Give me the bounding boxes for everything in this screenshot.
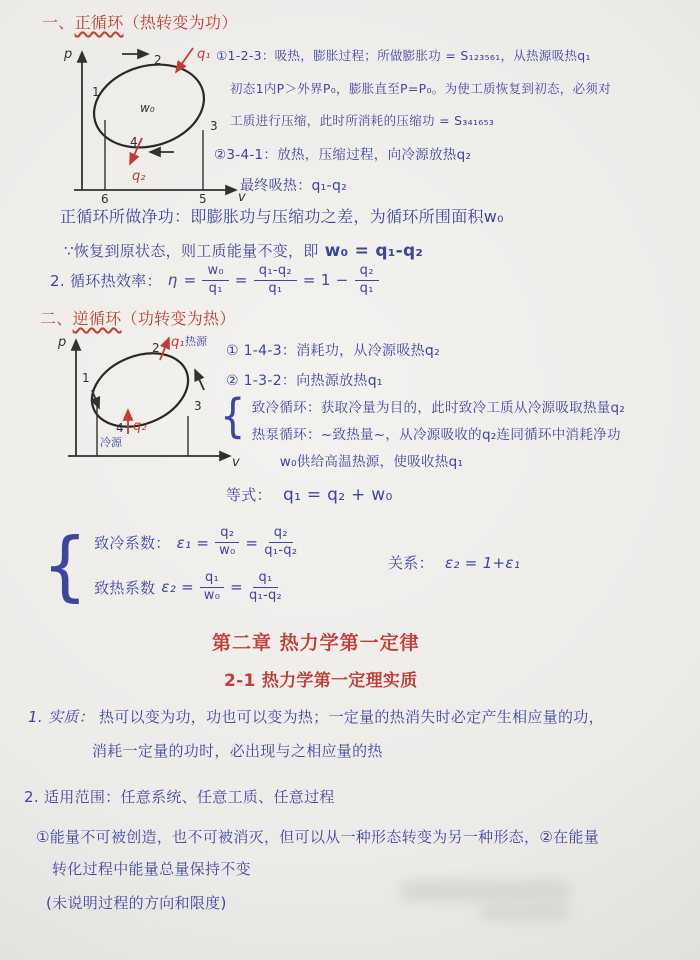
epsilon2-symbol: ε₂ =: [161, 578, 194, 597]
point-3: 3: [210, 119, 218, 133]
section1-title-prefix: 一、: [42, 13, 75, 32]
equation-line: [226, 484, 393, 505]
note-net-work: 正循环所做净功：即膨胀功与压缩功之差，为循环所围面积w₀: [60, 207, 504, 226]
paper-bleedthrough-smudge: [480, 905, 570, 921]
cold-source-label: 冷源: [100, 436, 122, 449]
note-process-132: ② 1-3-2：向热源放热q₁: [226, 373, 383, 389]
essence-line1: [28, 706, 604, 727]
fraction-q2-q1q2: $\frac{\text{q₂}}{\text{q₁-q₂}}$: [264, 525, 298, 559]
note-energy-unchanged-text: ∵恢复到原状态，则工质能量不变，即: [64, 242, 319, 260]
point-2: 2: [152, 341, 160, 355]
w0-equation: w₀ = q₁-q₂: [324, 241, 424, 261]
section1-title-suffix: （热转变为功）: [123, 13, 238, 32]
area-w0-label: w₀: [140, 101, 155, 115]
q1-heat-out-arrow: [160, 338, 169, 360]
q2-label: q₂: [133, 419, 147, 434]
note-process-123-cont2: 工质进行压缩，此时所消耗的压缩功 = S₃₄₁₆₅₃: [230, 113, 495, 128]
equals-1: =: [183, 271, 197, 290]
note-net-heat: 最终吸热：q₁-q₂: [240, 178, 348, 194]
heat-pump-cycle-note: 热泵循环：~致热量~，从冷源吸收的q₂连同循环中消耗净功: [251, 427, 621, 443]
note-process-123: ①1-2-3：吸热，膨胀过程；所做膨胀功 = S₁₂₃₅₆₁，从热源吸热q₁: [216, 48, 591, 63]
fraction-q1q2-q1: $\frac{\text{q₁-q₂}}{\text{q₁}}$: [254, 264, 297, 297]
p-axis-label: p: [64, 47, 73, 62]
v-tick-6: 6: [101, 192, 109, 205]
q1-label: q₁: [197, 47, 211, 62]
equals-2: =: [234, 271, 248, 290]
note-process-123-cont1: 初态1内P＞外界P₀，膨胀直至P=P₀。为使工质恢复到初态，必须对: [230, 81, 612, 96]
fraction-q1-w0: $\frac{\text{q₁}}{\text{w₀}}$: [200, 571, 224, 604]
chapter2-title: 第二章 热力学第一定律: [212, 632, 420, 654]
point-3: 3: [194, 399, 202, 413]
equals: =: [245, 533, 259, 552]
fraction-w0-q1: $\frac{\text{w₀}}{\text{q₁}}$: [202, 264, 228, 297]
energy-conservation-line2: 转化过程中能量总量保持不变: [52, 860, 251, 878]
epsilon1-symbol: ε₁ =: [176, 533, 210, 552]
cycle-types-group: [220, 390, 626, 470]
scope-line: 2. 适用范围：任意系统、任意工质、任意过程: [24, 788, 335, 806]
section2-title-main: 逆循环: [72, 309, 122, 328]
essence-label: 1. 实质：: [28, 708, 94, 726]
q1-label: q₁: [171, 335, 185, 350]
section2-title-prefix: 二、: [40, 309, 73, 328]
essence-line2: 消耗一定量的功时，必出现与之相应量的热: [92, 742, 383, 760]
relation-equation: ε₂ = 1+ε₁: [444, 554, 521, 572]
fraction-q2-w0: $\frac{\text{q₂}}{\text{w₀}}$: [215, 526, 239, 559]
v-axis-label: v: [238, 190, 246, 205]
pv-diagram-forward-cycle: [42, 40, 247, 205]
section2-title: [40, 306, 236, 329]
left-brace: {: [42, 520, 89, 610]
hot-source-label: 热源: [185, 335, 207, 348]
point-1: 1: [92, 85, 100, 99]
fraction-q1-q1q2: $\frac{\text{q₁}}{\text{q₁-q₂}}$: [248, 570, 283, 603]
relation-label: 关系：: [388, 554, 434, 572]
limitation-note: (未说明过程的方向和限度): [46, 894, 227, 912]
note-energy-unchanged: [64, 240, 423, 261]
cooling-coefficient-row: [94, 526, 297, 559]
chapter2-subtitle: 2-1 热力学第一定理实质: [224, 671, 418, 691]
eta-symbol: η: [167, 271, 178, 290]
point-2: 2: [154, 53, 162, 67]
v-axis-label: v: [232, 455, 240, 470]
energy-conservation-line1: ①能量不可被创造，也不可被消灭，但可以从一种形态转变为另一种形态，②在能量: [36, 828, 599, 846]
heat-pump-cycle-note-cont: w₀供给高温热源，使吸收热q₁: [279, 454, 464, 470]
coefficients-group: [42, 520, 297, 610]
efficiency-line: [50, 264, 379, 297]
relation-line: [388, 552, 520, 573]
heating-coefficient-label: 致热系数: [94, 578, 156, 597]
energy-balance-equation: q₁ = q₂ + w₀: [282, 485, 393, 505]
v-tick-5: 5: [199, 192, 207, 205]
q1-heat-in-arrow: [176, 48, 193, 72]
q2-label: q₂: [132, 169, 146, 184]
left-brace: {: [220, 390, 246, 444]
note-process-143: ① 1-4-3：消耗功，从冷源吸热q₂: [226, 343, 441, 359]
refrigeration-cycle-note: 致冷循环：获取冷量为目的，此时致冷工质从冷源吸取热量q₂: [251, 400, 626, 416]
cooling-coefficient-label: 致冷系数：: [94, 534, 171, 553]
essence-text1: 热可以变为功，功也可以变为热；一定量的热消失时必定产生相应量的功，: [98, 708, 604, 726]
heating-coefficient-row: [94, 571, 297, 604]
p-axis-label: p: [58, 335, 67, 350]
section1-title-main: 正循环: [74, 13, 124, 32]
note-process-341: ②3-4-1：放热，压缩过程，向冷源放热q₂: [214, 147, 472, 163]
direction-arrow-right: [195, 370, 204, 390]
point-1: 1: [82, 371, 90, 385]
section2-title-suffix: （功转变为热）: [121, 309, 236, 328]
equals-3: = 1 −: [302, 271, 349, 290]
pv-diagram-reverse-cycle: [42, 330, 242, 470]
section1-title: [42, 10, 238, 33]
point-4: 4: [130, 135, 138, 149]
efficiency-label: 2. 循环热效率：: [50, 271, 162, 290]
equals: =: [230, 578, 243, 597]
point-4: 4: [116, 421, 124, 435]
fraction-q2-q1: $\frac{\text{q₂}}{\text{q₁}}$: [355, 264, 379, 297]
paper-bleedthrough-smudge: [400, 880, 570, 902]
equation-label: 等式：: [226, 486, 272, 504]
